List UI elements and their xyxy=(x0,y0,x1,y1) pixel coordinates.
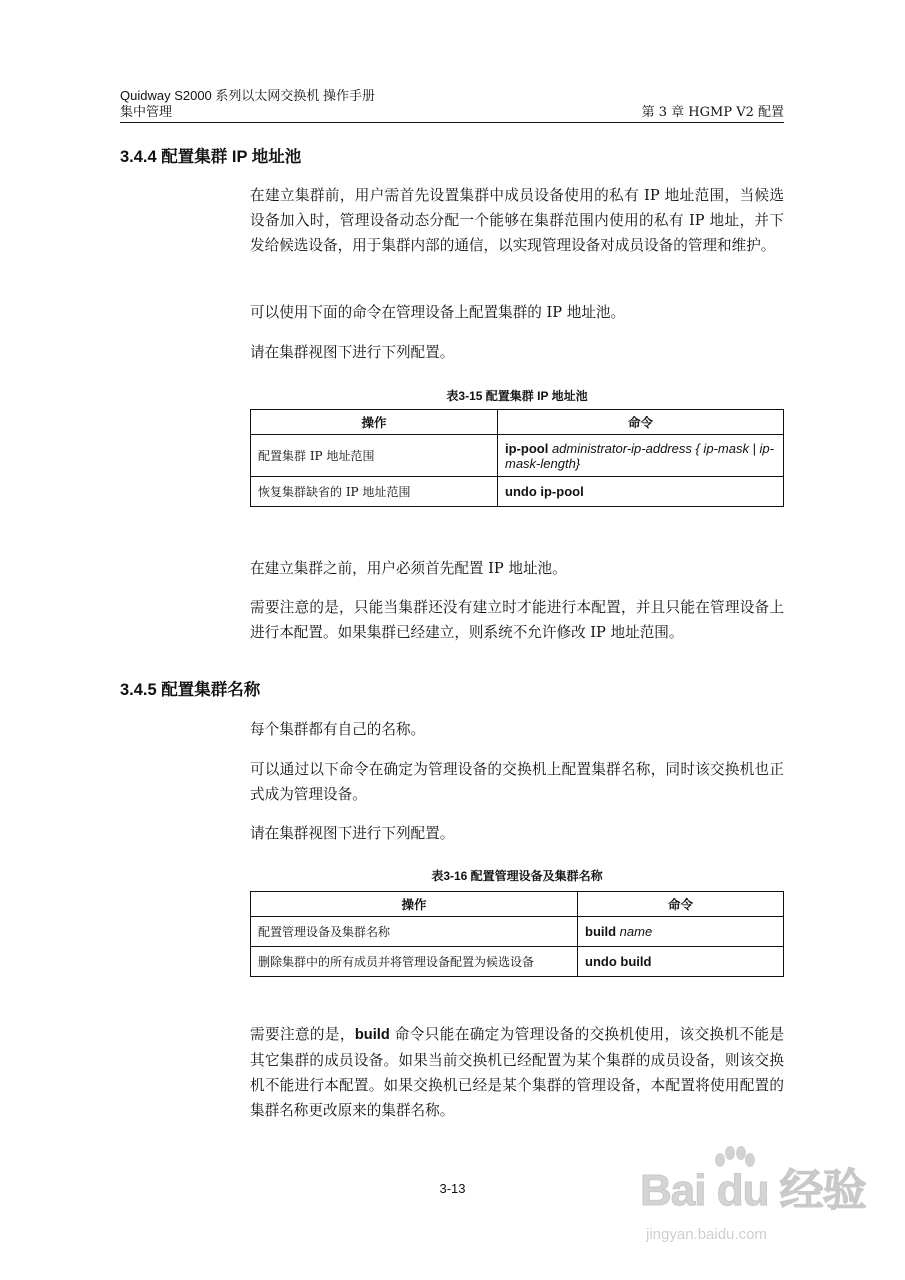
table-caption: 表3-15 配置集群 IP 地址池 xyxy=(446,389,588,403)
chapter-title: 第 3 章 HGMP V2 配置 xyxy=(641,105,784,120)
section-name: 集中管理 xyxy=(120,105,173,120)
inline-command-keyword: build xyxy=(354,1027,390,1043)
operation-cell: 配置集群 IP 地址范围 xyxy=(251,435,498,477)
command-keyword: undo build xyxy=(585,954,652,969)
command-cell xyxy=(498,477,784,507)
paragraph: 可以通过以下命令在确定为管理设备的交换机上配置集群名称，同时该交换机也正式成为管理设备。 xyxy=(250,761,784,803)
paragraph: 可以使用下面的命令在管理设备上配置集群的 IP 地址池。 xyxy=(250,304,626,321)
command-keyword: undo ip-pool xyxy=(505,484,584,499)
command-keyword: build xyxy=(585,924,617,939)
table-row xyxy=(251,917,784,947)
table-header-row xyxy=(251,410,784,435)
table-row xyxy=(251,435,784,477)
watermark-url: jingyan.baidu.com xyxy=(646,1226,767,1243)
command-cell xyxy=(578,947,784,977)
table-header-row xyxy=(251,892,784,917)
watermark xyxy=(640,1146,866,1256)
paragraph xyxy=(250,1022,784,1123)
column-header-command: 命令 xyxy=(578,892,784,917)
paragraph: 需要注意的是，只能当集群还没有建立时才能进行本配置，并且只能在管理设备上进行本配置。如果集群已经建立，则系统不允许修改 IP 地址范围。 xyxy=(250,599,784,641)
table-row xyxy=(251,947,784,977)
column-header-operation: 操作 xyxy=(251,410,498,435)
command-arguments: administrator-ip-address { ip-mask | ip-mask-length} xyxy=(505,440,774,471)
table-3-16 xyxy=(250,891,784,977)
operation-cell: 配置管理设备及集群名称 xyxy=(251,917,578,947)
operation-cell: 恢复集群缺省的 IP 地址范围 xyxy=(251,477,498,507)
table-caption: 表3-16 配置管理设备及集群名称 xyxy=(431,869,603,883)
command-keyword: ip-pool xyxy=(505,440,549,456)
header-rule xyxy=(120,122,784,123)
column-header-operation: 操作 xyxy=(251,892,578,917)
paragraph: 每个集群都有自己的名称。 xyxy=(250,721,426,738)
manual-title: Quidway S2000 系列以太网交换机 操作手册 xyxy=(120,88,376,103)
paragraph: 请在集群视图下进行下列配置。 xyxy=(250,344,455,361)
watermark-brand: Bai du 经验 xyxy=(640,1166,866,1215)
paragraph-text: 命令只能在确定为管理设备的交换机使用，该交换机不能是其它集群的成员设备。如果当前交换机已经配置为某个集群的成员设备，则该交换机不能进行本配置。如果交换机已经是某个集群的管理设备，本配置将使用配置的集群名称更改原来的集群名称。 xyxy=(250,1026,784,1119)
command-cell xyxy=(498,435,784,477)
table-3-15 xyxy=(250,409,784,507)
section-heading-3-4-5: 3.4.5 配置集群名称 xyxy=(120,681,261,699)
paragraph-text: 需要注意的是， xyxy=(250,1026,355,1043)
command-arguments: name xyxy=(616,924,653,939)
paragraph: 请在集群视图下进行下列配置。 xyxy=(250,825,455,842)
column-header-command: 命令 xyxy=(498,410,784,435)
paragraph: 在建立集群前，用户需首先设置集群中成员设备使用的私有 IP 地址范围，当候选设备加入时，管理设备动态分配一个能够在集群范围内使用的私有 IP 地址，并下发给候选设备，用于集群内部的通信，以实现管理设备对成员设备的管理和维护。 xyxy=(250,187,784,254)
section-heading-3-4-4: 3.4.4 配置集群 IP 地址池 xyxy=(120,148,302,166)
table-row xyxy=(251,477,784,507)
command-cell xyxy=(578,917,784,947)
paragraph: 在建立集群之前，用户必须首先配置 IP 地址池。 xyxy=(250,560,567,577)
operation-cell: 删除集群中的所有成员并将管理设备配置为候选设备 xyxy=(251,947,578,977)
page-number: 3-13 xyxy=(439,1181,466,1196)
